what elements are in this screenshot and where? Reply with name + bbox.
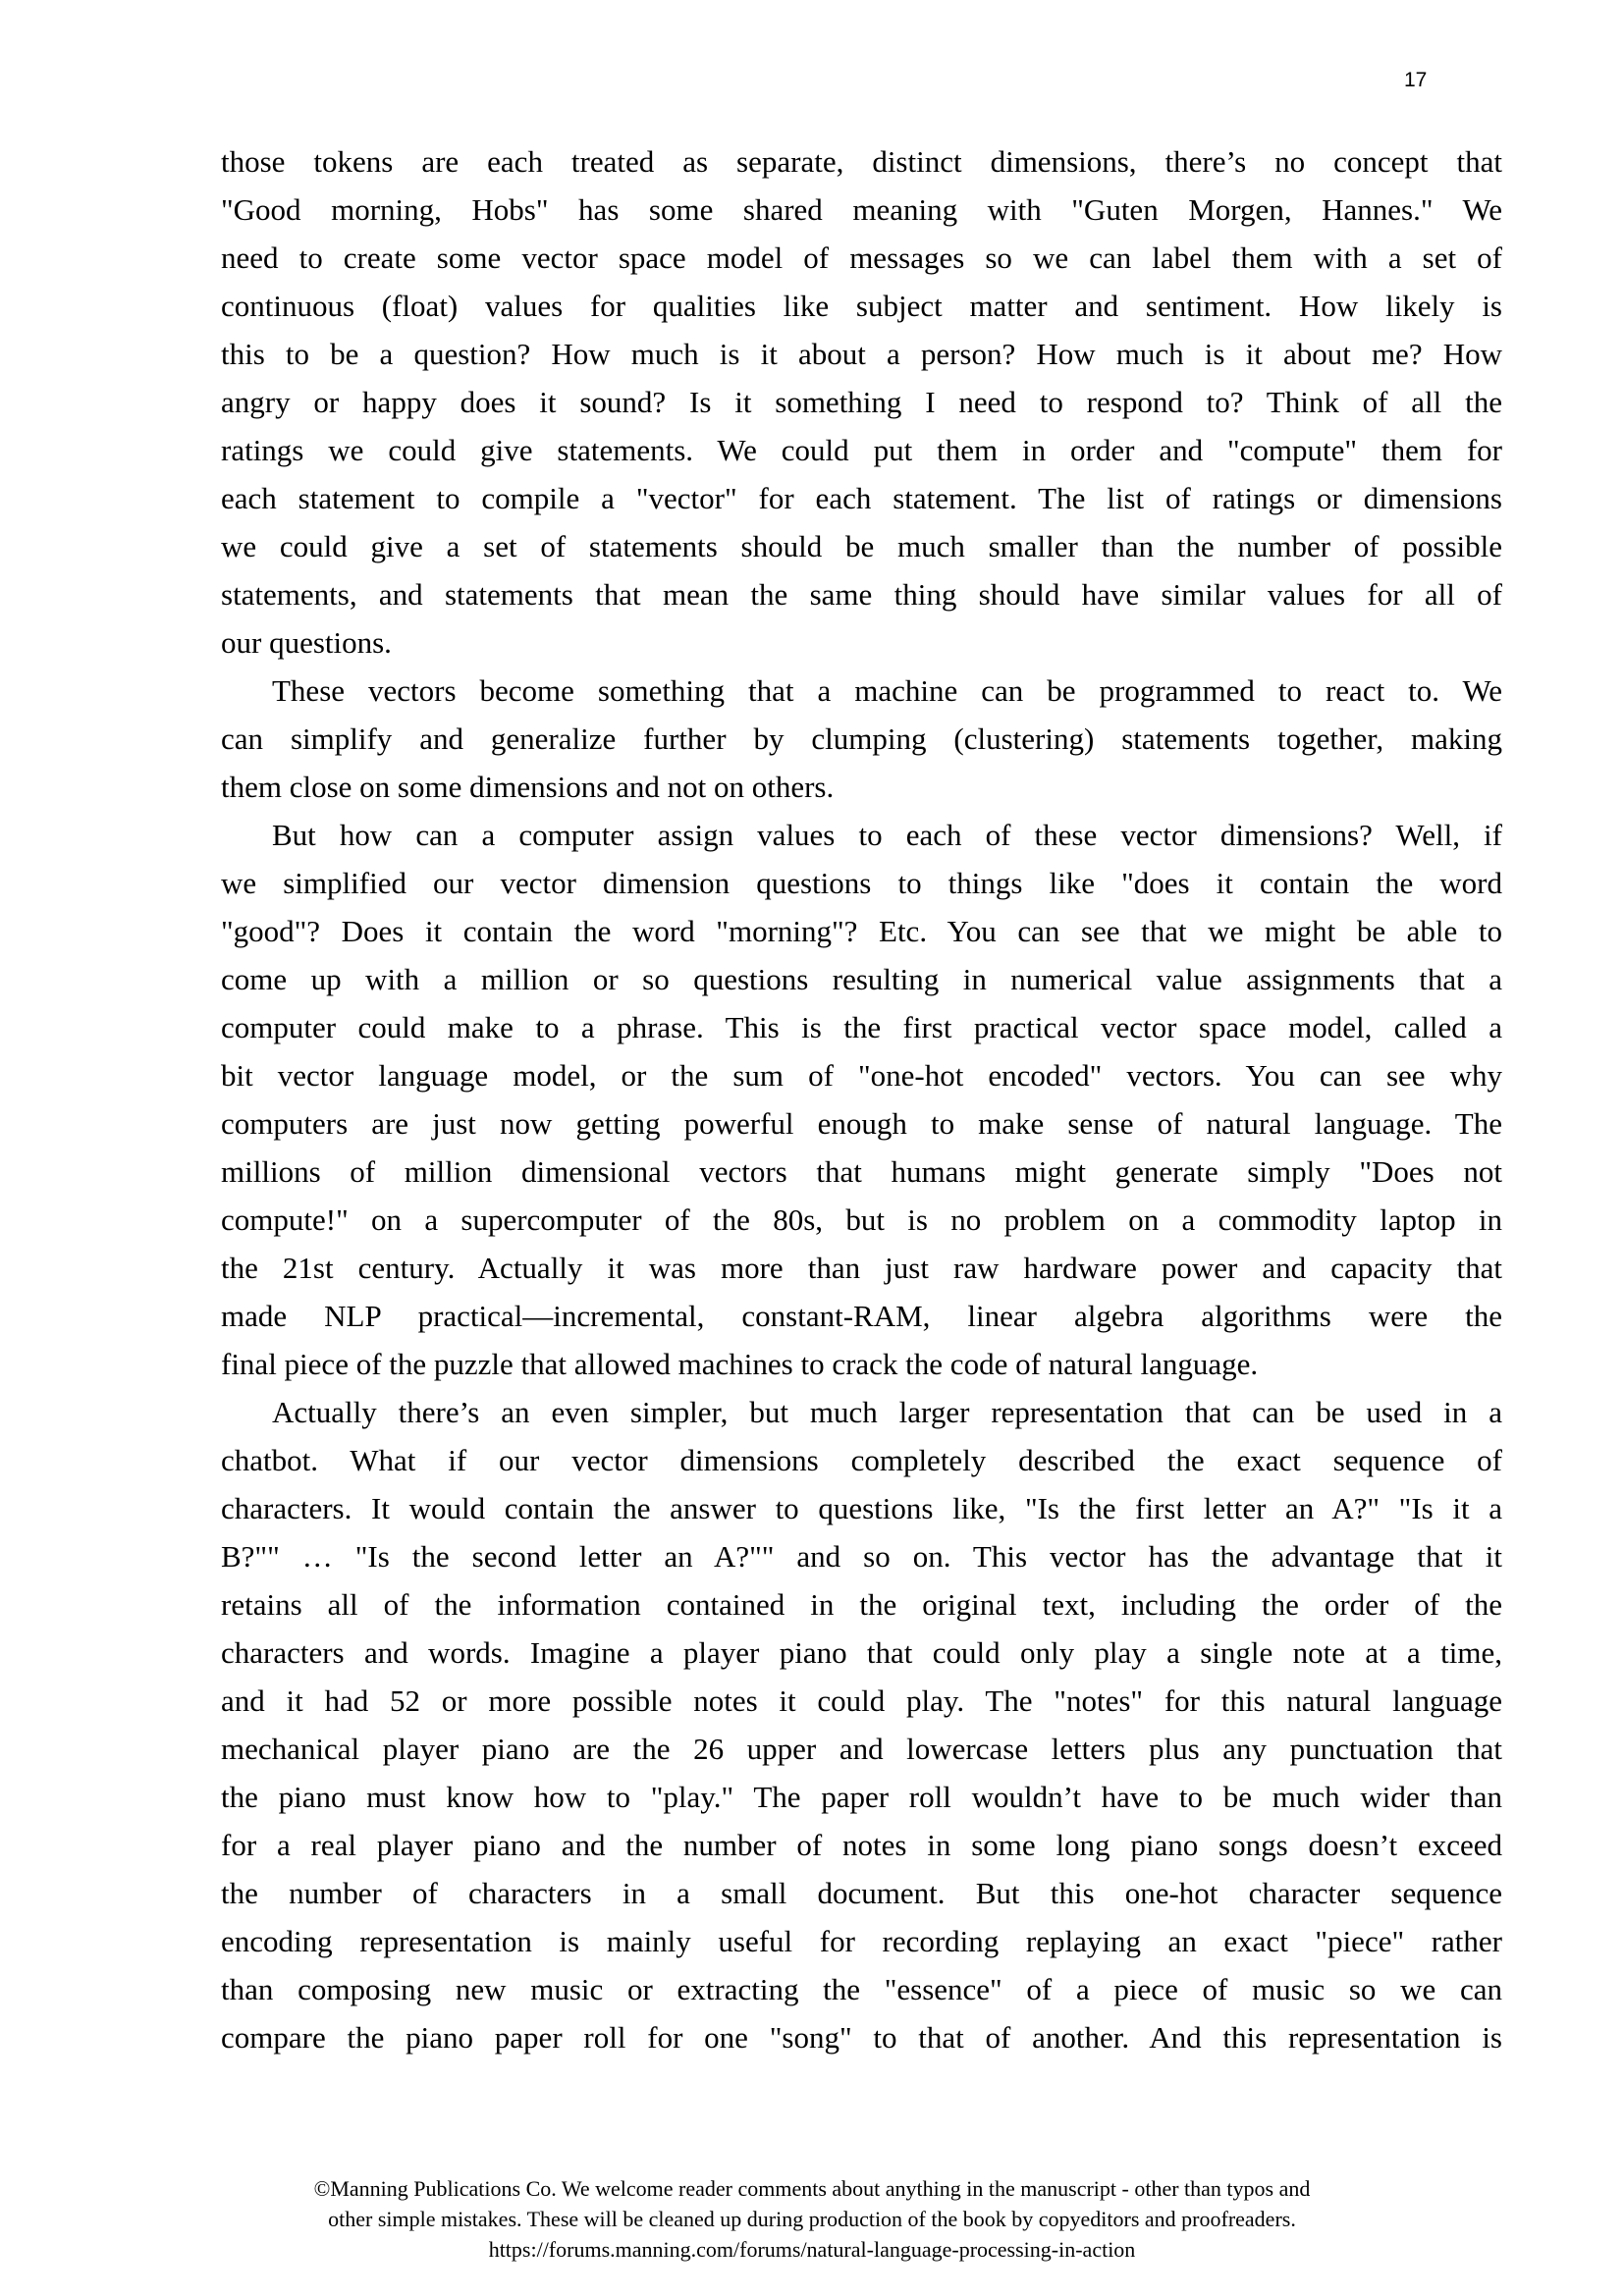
text-line: "Good morning, Hobs" has some shared meaning with "Guten Morgen, Hannes." We <box>221 192 1502 227</box>
text-line: this to be a question? How much is it about a person? How much is it about me? How <box>221 337 1502 371</box>
text-line: "good"? Does it contain the word "morning"? Etc. You can see that we might be able to <box>221 914 1502 948</box>
text-line: final piece of the puzzle that allowed machines to crack the code of natural language. <box>221 1347 1259 1381</box>
text-line: characters and words. Imagine a player piano that could only play a single note at a time, <box>221 1635 1502 1670</box>
text-line: computer could make to a phrase. This is the first practical vector space model, called a <box>221 1010 1502 1044</box>
text-line: need to create some vector space model of messages so we can label them with a set of <box>221 240 1502 275</box>
text-line: come up with a million or so questions resulting in numerical value assignments that a <box>221 962 1502 996</box>
text-line: we simplified our vector dimension questions to things like "does it contain the word <box>221 866 1502 900</box>
text-line: Actually there’s an even simpler, but much larger representation that can be used in a <box>272 1395 1502 1429</box>
text-line: compute!" on a supercomputer of the 80s, but is no problem on a commodity laptop in <box>221 1202 1502 1237</box>
text-line: continuous (float) values for qualities like subject matter and sentiment. How likely is <box>221 289 1502 323</box>
text-line: B?"" … "Is the second letter an A?"" and so on. This vector has the advantage that it <box>221 1539 1502 1574</box>
text-line: each statement to compile a "vector" for each statement. The list of ratings or dimensions <box>221 481 1502 515</box>
paragraph <box>221 137 1502 667</box>
text-line: statements, and statements that mean the same thing should have similar values for all of <box>221 577 1502 612</box>
text-line: made NLP practical—incremental, constant-RAM, linear algebra algorithms were the <box>221 1299 1502 1333</box>
text-line: and it had 52 or more possible notes it could play. The "notes" for this natural language <box>221 1683 1502 1718</box>
footer <box>0 2173 1624 2265</box>
text-line: These vectors become something that a machine can be programmed to react to. We <box>272 673 1502 708</box>
text-line: can simplify and generalize further by clumping (clustering) statements together, making <box>221 721 1502 756</box>
text-line: mechanical player piano are the 26 upper and lowercase letters plus any punctuation that <box>221 1732 1502 1766</box>
text-line: those tokens are each treated as separate, distinct dimensions, there’s no concept that <box>221 144 1502 179</box>
footer-forum-link[interactable]: https://forums.manning.com/forums/natural-language-processing-in-action <box>488 2237 1136 2262</box>
text-line: compare the piano paper roll for one "song" to that of another. And this representation is <box>221 2020 1502 2055</box>
text-line: angry or happy does it sound? Is it something I need to respond to? Think of all the <box>221 385 1502 419</box>
footer-notice-line-1: ©Manning Publications Co. We welcome reader comments about anything in the manuscript - other than typos and <box>313 2176 1311 2201</box>
text-line: characters. It would contain the answer to questions like, "Is the first letter an A?" "Is it a <box>221 1491 1502 1525</box>
text-line: our questions. <box>221 625 392 660</box>
paragraph <box>221 811 1502 1388</box>
text-line: we could give a set of statements should be much smaller than the number of possible <box>221 529 1502 563</box>
text-line: retains all of the information contained in the original text, including the order of the <box>221 1587 1502 1622</box>
paragraph <box>221 1388 1502 2061</box>
text-line: the piano must know how to "play." The paper roll wouldn’t have to be much wider than <box>221 1780 1502 1814</box>
text-line: for a real player piano and the number of notes in some long piano songs doesn’t exceed <box>221 1828 1502 1862</box>
footer-notice-line-2: other simple mistakes. These will be cleaned up during production of the book by copyeditors and proofreaders. <box>328 2207 1296 2231</box>
body-text <box>221 137 1502 2061</box>
text-line: bit vector language model, or the sum of "one-hot encoded" vectors. You can see why <box>221 1058 1502 1093</box>
text-line: chatbot. What if our vector dimensions completely described the exact sequence of <box>221 1443 1502 1477</box>
text-line: ratings we could give statements. We could put them in order and "compute" them for <box>221 433 1502 467</box>
text-line: millions of million dimensional vectors that humans might generate simply "Does not <box>221 1154 1502 1189</box>
page-number: 17 <box>1404 69 1428 91</box>
text-line: the 21st century. Actually it was more than just raw hardware power and capacity that <box>221 1251 1502 1285</box>
text-line: encoding representation is mainly useful for recording replaying an exact "piece" rather <box>221 1924 1502 1958</box>
text-line: the number of characters in a small document. But this one-hot character sequence <box>221 1876 1502 1910</box>
text-line: But how can a computer assign values to each of these vector dimensions? Well, if <box>272 818 1502 852</box>
text-line: than composing new music or extracting the "essence" of a piece of music so we can <box>221 1972 1502 2006</box>
paragraph <box>221 667 1502 811</box>
text-line: them close on some dimensions and not on others. <box>221 770 835 804</box>
text-line: computers are just now getting powerful enough to make sense of natural language. The <box>221 1106 1502 1141</box>
